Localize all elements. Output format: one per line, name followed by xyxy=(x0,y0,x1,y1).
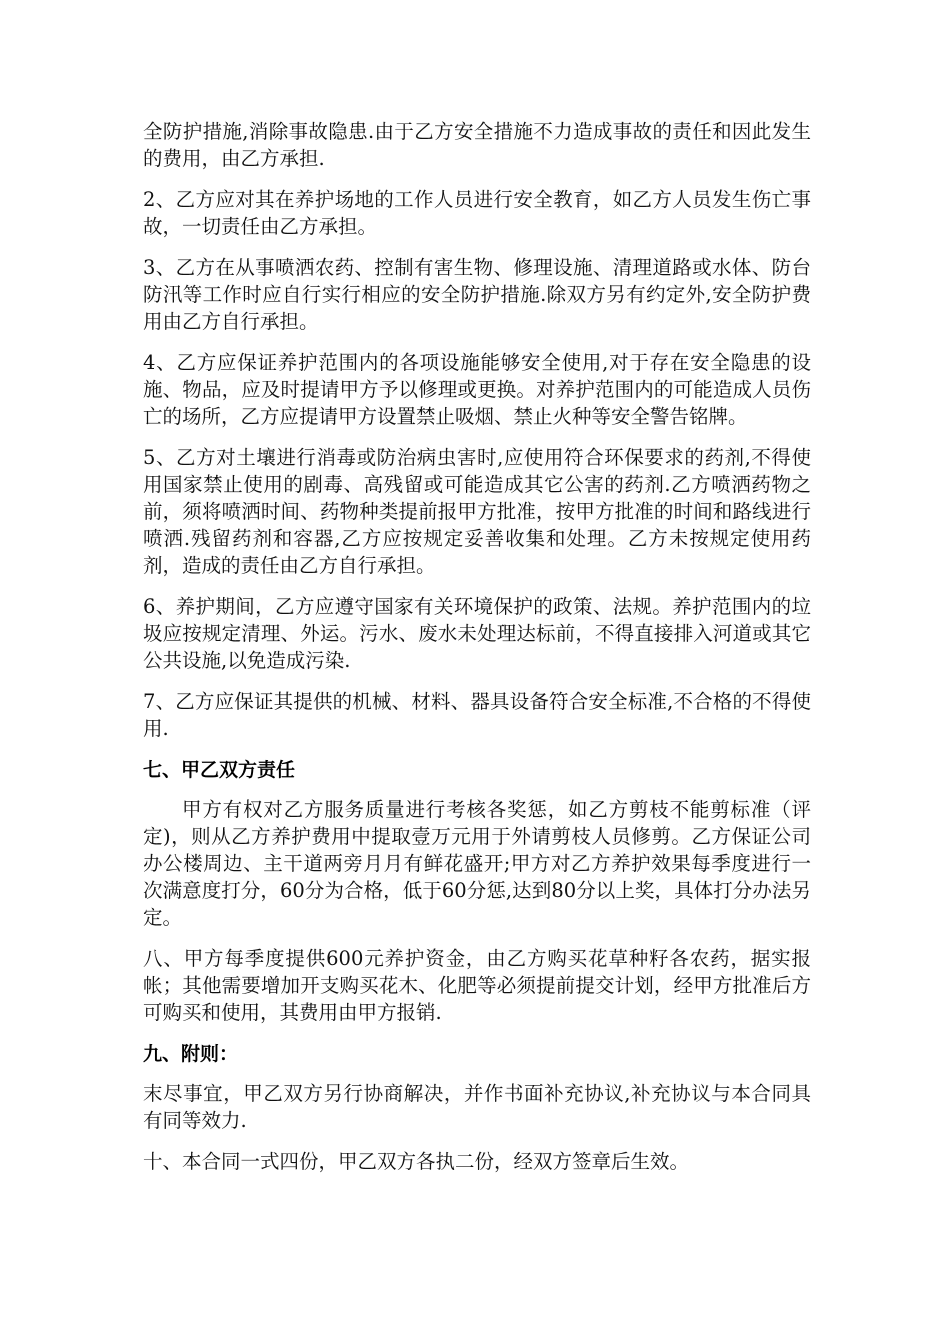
clause-7: 7、乙方应保证其提供的机械、材料、器具设备符合安全标准,不合格的不得使用. xyxy=(143,690,811,740)
clause-2: 2、乙方应对其在养护场地的工作人员进行安全教育，如乙方人员发生伤亡事故，一切责任由乙方承担。 xyxy=(143,188,811,238)
clause-3: 3、乙方在从事喷洒农药、控制有害生物、修理设施、清理道路或水体、防台防汛等工作时应自行实行相应的安全防护措施.除双方另有约定外,安全防护费用由乙方自行承担。 xyxy=(143,256,811,333)
clause-5: 5、乙方对土壤进行消毒或防治病虫害时,应使用符合环保要求的药剂,不得使用国家禁止使用的剧毒、高残留或可能造成其它公害的药剂.乙方喷洒药物之前，须将喷洒时间、药物种类提前报甲方批准，按甲方批准的时间和路线进行喷洒.残留药剂和容器,乙方应按规定妥善收集和处理。乙方未按规定使用药剂，造成的责任由乙方自行承担。 xyxy=(143,446,811,577)
section-8: 八、甲方每季度提供600元养护资金，由乙方购买花草种籽各农药，据实报帐；其他需要增加开支购买花木、化肥等必须提前提交计划，经甲方批准后方可购买和使用，其费用由甲方报销. xyxy=(143,947,811,1024)
section-heading-9: 九、附则： xyxy=(143,1043,239,1065)
section-10: 十、本合同一式四份，甲乙双方各执二份，经双方签章后生效。 xyxy=(143,1150,690,1173)
clause-6: 6、养护期间，乙方应遵守国家有关环境保护的政策、法规。养护范围内的垃圾应按规定清理、外运。污水、废水未处理达标前，不得直接排入河道或其它公共设施,以免造成污染. xyxy=(143,595,811,672)
section-heading-7: 七、甲乙双方责任 xyxy=(143,759,296,781)
clause-continuation: 全防护措施,消除事故隐患.由于乙方安全措施不力造成事故的责任和因此发生的费用，由乙方承担. xyxy=(143,120,811,170)
section-9-body: 末尽事宜，甲乙双方另行协商解决，并作书面补充协议,补充协议与本合同具有同等效力. xyxy=(143,1082,811,1132)
section-7-body: 甲方有权对乙方服务质量进行考核各奖惩，如乙方剪枝不能剪标准（评定)，则从乙方养护费用中提取壹万元用于外请剪枝人员修剪。乙方保证公司办公楼周边、主干道两旁月月有鲜花盛开;甲方对乙方养护效果每季度进行一次满意度打分，60分为合格，低于60分惩,达到80分以上奖，具体打分办法另定。 xyxy=(143,798,811,929)
document-body xyxy=(143,118,811,1189)
clause-4: 4、乙方应保证养护范围内的各项设施能够安全使用,对于存在安全隐患的设施、物品，应及时提请甲方予以修理或更换。对养护范围内的可能造成人员伤亡的场所，乙方应提请甲方设置禁止吸烟、禁止火种等安全警告铭牌。 xyxy=(143,351,811,428)
